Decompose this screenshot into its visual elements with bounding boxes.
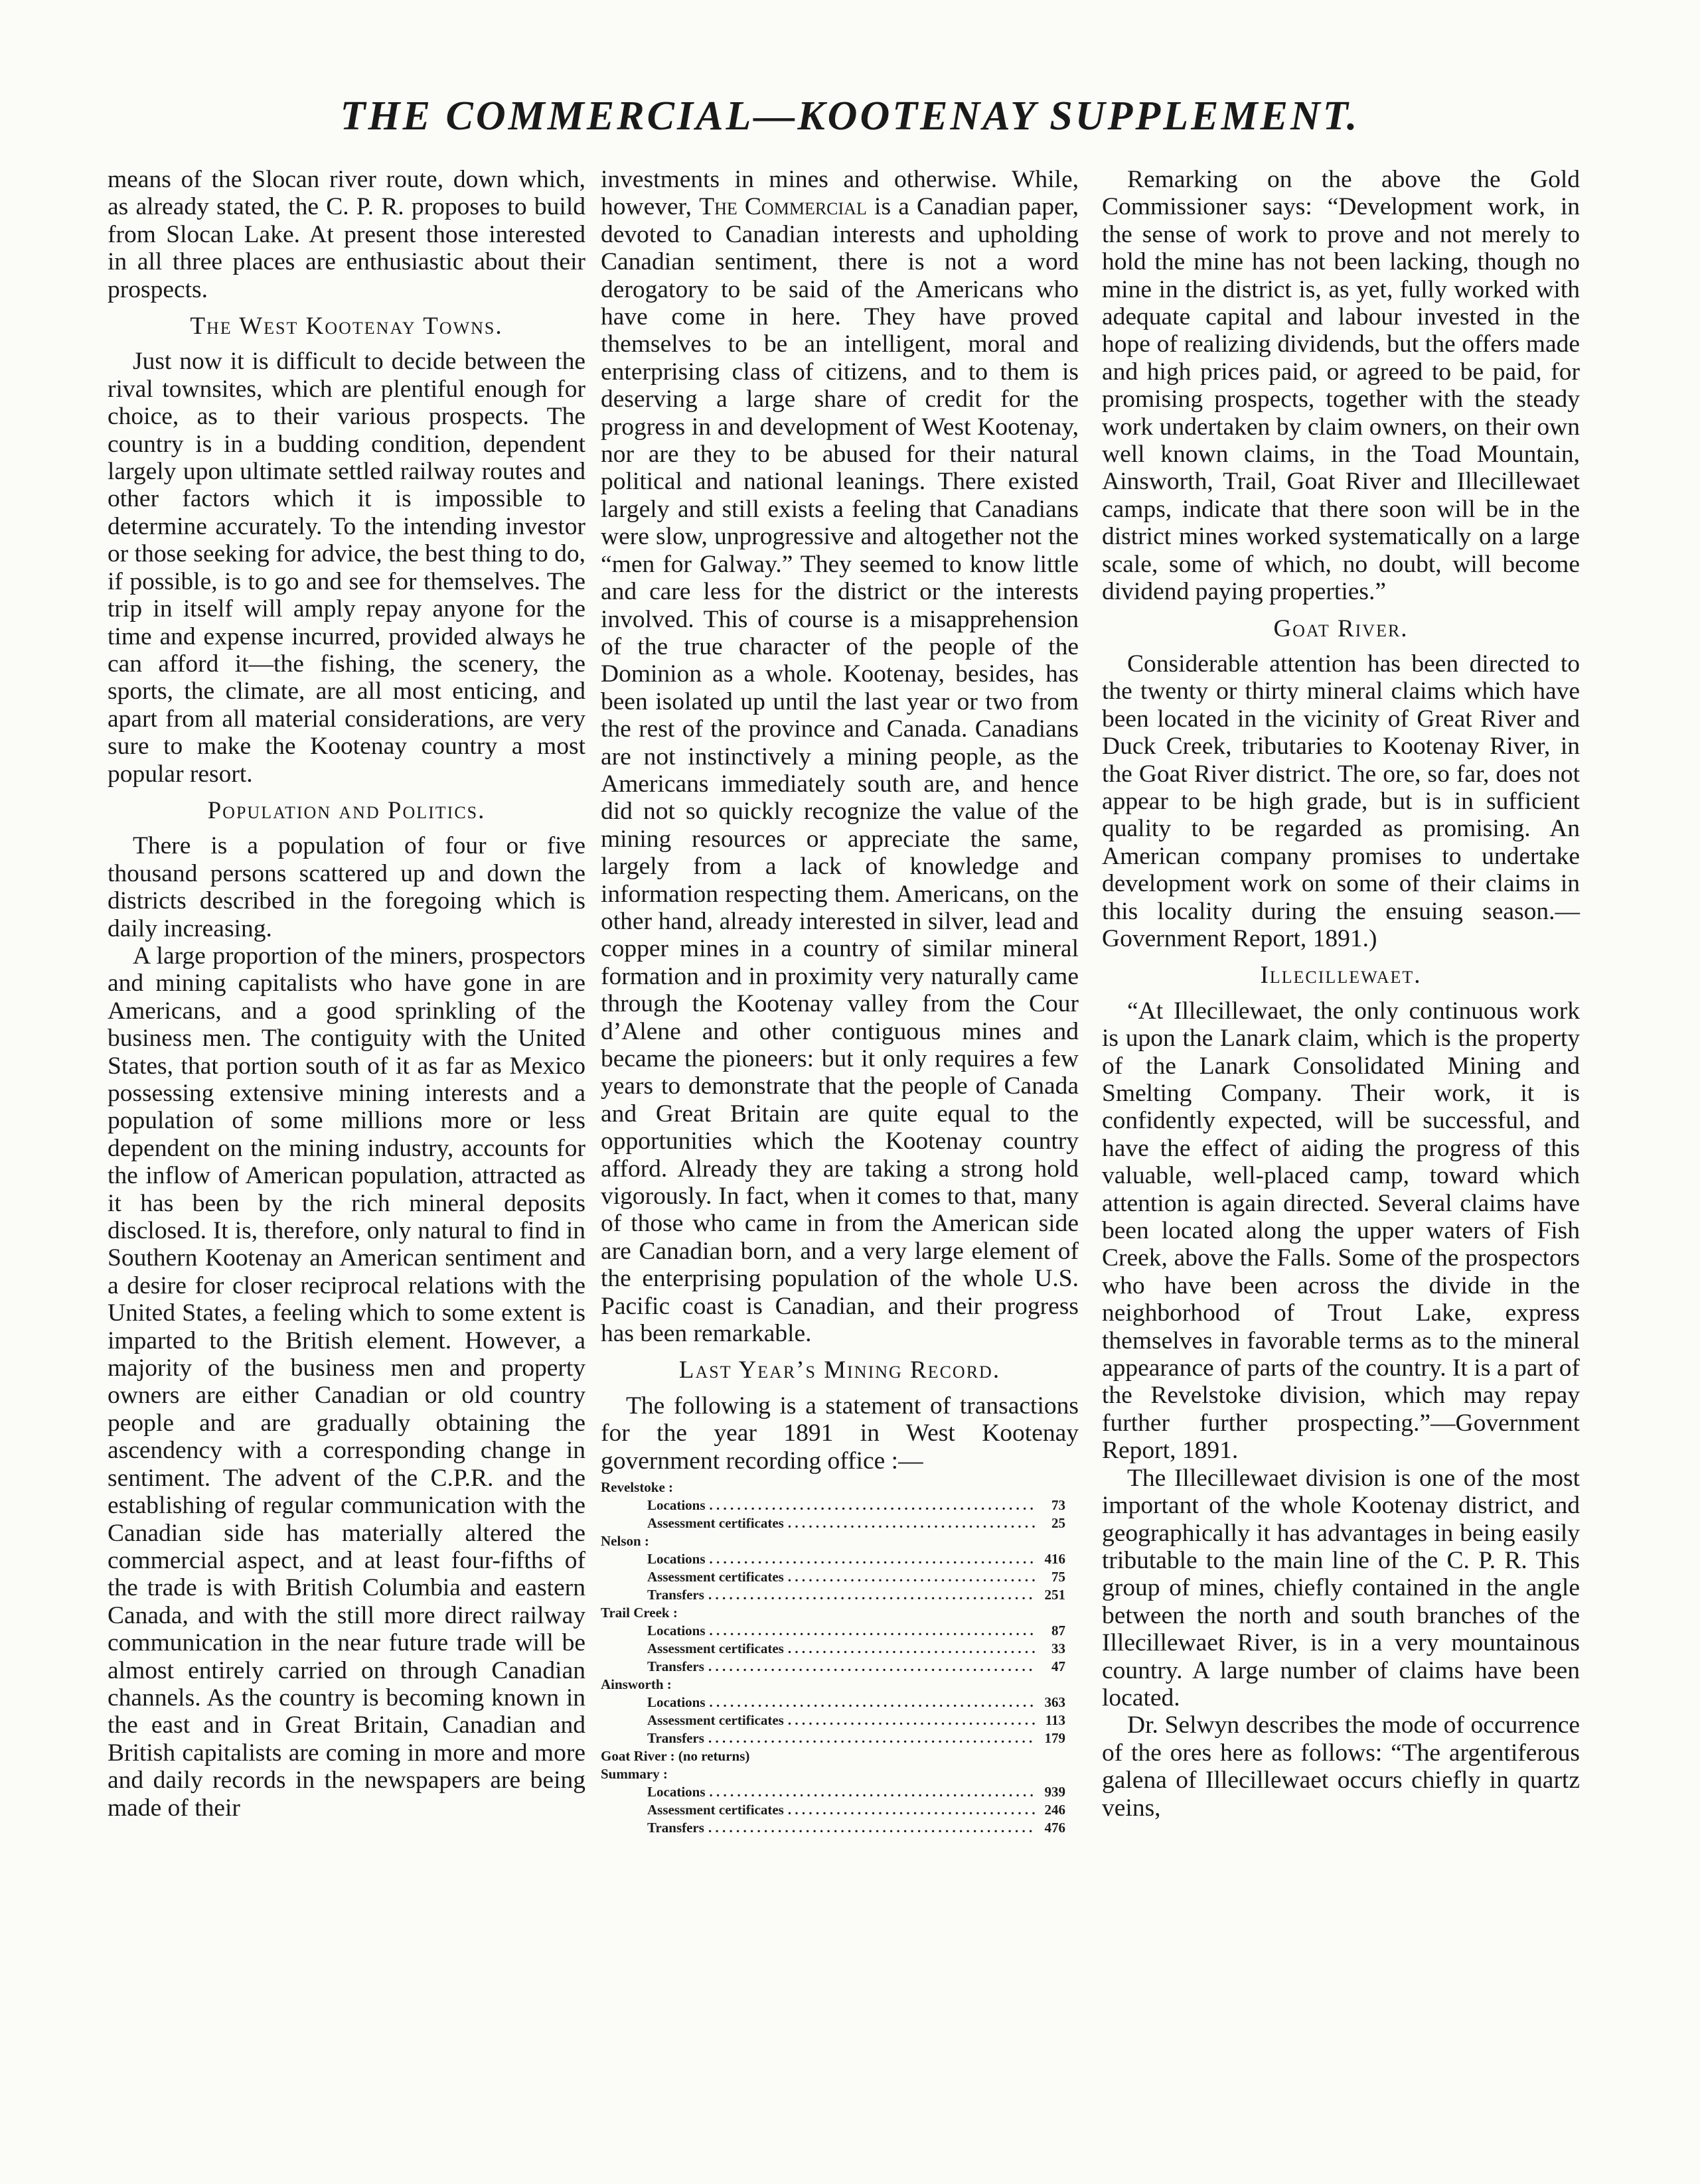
section-heading-west-kootenay-towns: The West Kootenay Towns. xyxy=(190,313,503,340)
record-row xyxy=(601,1658,1065,1676)
record-label: Locations xyxy=(647,1623,706,1639)
leader-dots xyxy=(788,1514,1035,1532)
record-value: 33 xyxy=(1051,1640,1065,1657)
record-row xyxy=(601,1801,1065,1819)
leader-dots xyxy=(788,1568,1035,1586)
record-label: Locations xyxy=(647,1694,706,1711)
record-row xyxy=(601,1711,1065,1729)
record-value: 416 xyxy=(1044,1551,1065,1567)
record-value: 363 xyxy=(1044,1694,1065,1711)
record-row xyxy=(601,1496,1065,1514)
paragraph: There is a population of four or five thousand persons scattered up and down the districts described in the foregoing which is daily increasing. xyxy=(108,832,585,942)
paragraph xyxy=(601,166,1079,1347)
publication-name: The Commercial xyxy=(699,193,867,221)
section-heading-goat-river: Goat River. xyxy=(1273,615,1409,642)
record-label: Locations xyxy=(647,1497,706,1514)
record-row xyxy=(601,1640,1065,1658)
record-row xyxy=(601,1568,1065,1586)
paragraph: “At Illecillewaet, the only continuous work is upon the Lanark claim, which is the property of the Lanark Consolidated Mining and Smelting Company. Their work, it is confidently expected, will be successful, and have the effect of aiding the progress of this valuable, well-placed camp, toward which attention is again directed. Several claims have been located along the upper waters of Fish Creek, above the Falls. Some of the prospectors who have been across the divide in the neighborhood of Trout Lake, express themselves in favorable terms as to the mineral appearance of parts of the country. It is a part of the Revelstoke division, which may repay further further prospecting.”—Government Report, 1891. xyxy=(1102,997,1580,1465)
record-value: 25 xyxy=(1051,1515,1065,1532)
leader-dots xyxy=(710,1496,1035,1514)
record-label: Locations xyxy=(647,1784,706,1800)
record-group-revelstoke: Revelstoke : xyxy=(601,1479,674,1496)
record-label: Assessment certificates xyxy=(647,1802,784,1818)
paragraph: A large proportion of the miners, prospectors and mining capitalists who have gone in are Americans, and a good sprinkling of the business men. The contiguity with the United States, that portion south of it as far as Mexico possessing extensive mining interests and a population of some millions more or less dependent on the mining industry, accounts for the inflow of American population, attracted as it has been by the rich mineral deposits disclosed. It is, therefore, only natural to find in Southern Kootenay an American sentiment and a desire for closer reciprocal relations with the United States, a feeling which to some extent is imparted to the British element. However, a majority of the business men and property owners are either Canadian or old country people and are gradually obtaining the ascendency with a corresponding change in sentiment. The advent of the C.P.R. and the establishing of regular communication with the Canadian side has materially altered the commercial aspect, and at least four-fifths of the trade is with British Columbia and eastern Canada, and with the still more direct railway communication in the near future trade will be almost entirely carried on through Canadian channels. As the country is becoming known in the east and in Great Britain, Canadian and British capitalists are coming in more and more and daily records in the newspapers are being made of their xyxy=(108,942,585,1822)
leader-dots xyxy=(708,1658,1035,1676)
leader-dots xyxy=(788,1711,1035,1729)
record-label: Transfers xyxy=(647,1658,704,1675)
paragraph: Remarking on the above the Gold Commissioner says: “Development work, in the sense of work to prove and not merely to hold the mine has not been lacking, though no mine in the district is, as yet, fully worked with adequate capital and labour invested in the hope of realizing dividends, but the offers made and high prices paid, or agreed to be paid, for promising prospects, together with the steady work undertaken by claim owners, on their own well known claims, in the Toad Mountain, Ainsworth, Trail, Goat River and Illecillewaet camps, indicate that there soon will be in the district mines worked systematically on a large scale, some of which, no doubt, will become dividend paying properties.” xyxy=(1102,166,1580,606)
leader-dots xyxy=(710,1783,1035,1801)
record-row xyxy=(601,1729,1065,1747)
leader-dots xyxy=(710,1622,1035,1640)
record-group-trail-creek: Trail Creek : xyxy=(601,1605,678,1621)
record-label: Locations xyxy=(647,1551,706,1567)
record-group-goat-river: Goat River : (no returns) xyxy=(601,1748,750,1765)
record-label: Assessment certificates xyxy=(647,1712,784,1729)
record-group-nelson: Nelson : xyxy=(601,1533,649,1550)
record-value: 75 xyxy=(1051,1569,1065,1585)
leader-dots xyxy=(710,1550,1035,1568)
section-heading-population-politics: Population and Politics. xyxy=(207,796,486,824)
paragraph: The following is a statement of transactions for the year 1891 in West Kootenay government recording office :— xyxy=(601,1392,1079,1475)
record-label: Assessment certificates xyxy=(647,1569,784,1585)
record-label: Assessment certificates xyxy=(647,1640,784,1657)
record-value: 113 xyxy=(1045,1712,1065,1729)
record-label: Transfers xyxy=(647,1587,704,1603)
text-run: investments in mines and otherwise. While, however, xyxy=(601,166,1079,221)
leader-dots xyxy=(708,1729,1035,1747)
record-value: 246 xyxy=(1044,1802,1065,1818)
section-heading-illecillewaet: Illecillewaet. xyxy=(1260,962,1422,989)
paragraph: means of the Slocan river route, down which, as already stated, the C. P. R. proposes to build from Slocan Lake. At present those interested in all three places are enthusiastic about their prospects. xyxy=(108,166,585,303)
column-1 xyxy=(108,166,585,1822)
leader-dots xyxy=(710,1694,1035,1711)
record-row xyxy=(601,1694,1065,1711)
record-row xyxy=(601,1622,1065,1640)
column-2 xyxy=(601,166,1079,1837)
record-label: Transfers xyxy=(647,1820,704,1836)
text-run: is a Canadian paper, devoted to Canadian interests and upholding Canadian sentiment, there is not a word derogatory to be said of the Americans who have come in here. They have proved themselves to be an intelligent, moral and enterprising class of citizens, and to them is deserving a large share of credit for the progress in and development of West Kootenay, nor are they to be abused for their natural political and national leanings. There existed largely and still exists a feeling that Canadians were slow, unprogressive and altogether not the “men for Galway.” They seemed to know little and care less for the district or the interests involved. This of course is a misapprehension of the true character of the people of the Dominion as a whole. Kootenay, besides, has been isolated up until the last year or two from the rest of the province and Canada. Canadians are not instinctively a mining people, as the Americans immediately south are, and hence did not so quickly recognize the value of the mining resources or appreciate the same, largely from a lack of knowledge and information respecting them. Americans, on the other hand, already interested in silver, lead and copper mines in a country of similar mineral formation and in proximity very naturally came through the Kootenay valley from the Cour d’Alene and other contiguous mines and became the pioneers: but it only requires a few years to demonstrate that the people of Canada and Great Britain are quite equal to the opportunities which the Kootenay country afford. Already they are taking a strong hold vigorously. In fact, when it comes to that, many of those who came in from the American side are Canadian born, and a very large element of the enterprising population of the whole U.S. Pacific coast is Canadian, and their progress has been remarkable. xyxy=(601,193,1079,1348)
record-row xyxy=(601,1783,1065,1801)
record-value: 47 xyxy=(1051,1658,1065,1675)
record-value: 476 xyxy=(1044,1820,1065,1836)
leader-dots xyxy=(708,1819,1035,1837)
record-row xyxy=(601,1819,1065,1837)
paragraph: Just now it is difficult to decide between the rival townsites, which are plentiful enough for choice, as to their various prospects. The country is in a budding condition, dependent largely upon ultimate settled railway routes and other factors which it is impossible to determine accurately. To the intending investor or those seeking for advice, the best thing to do, if possible, is to go and see for themselves. The trip in itself will amply repay anyone for the time and expense incurred, provided always he can afford it—the fishing, the scenery, the sports, the climate, are all most enticing, and apart from all material considerations, are very sure to make the Kootenay country a most popular resort. xyxy=(108,348,585,788)
leader-dots xyxy=(788,1801,1035,1819)
column-3 xyxy=(1102,166,1580,1822)
record-label: Assessment certificates xyxy=(647,1515,784,1532)
paragraph: Considerable attention has been directed to the twenty or thirty mineral claims which have been located in the vicinity of Great River and Duck Creek, tributaries to Kootenay River, in the Goat River district. The ore, so far, does not appear to be high grade, but is in sufficient quality to be regarded as promising. An American company promises to undertake development work on some of their claims in this locality during the ensuing season.—Government Report, 1891.) xyxy=(1102,650,1580,952)
leader-dots xyxy=(708,1586,1035,1604)
masthead-title: THE COMMERCIAL—KOOTENAY SUPPLEMENT. xyxy=(340,94,1360,139)
record-value: 251 xyxy=(1044,1587,1065,1603)
paragraph: Dr. Selwyn describes the mode of occurrence of the ores here as follows: “The argentiferous galena of Illecillewaet occurs chiefly in quartz veins, xyxy=(1102,1711,1580,1822)
record-value: 73 xyxy=(1051,1497,1065,1514)
record-value: 179 xyxy=(1044,1730,1065,1747)
record-group-summary: Summary : xyxy=(601,1766,668,1783)
mining-record-table xyxy=(601,1479,1065,1837)
record-value: 939 xyxy=(1044,1784,1065,1800)
record-label: Transfers xyxy=(647,1730,704,1747)
leader-dots xyxy=(788,1640,1035,1658)
record-value: 87 xyxy=(1051,1623,1065,1639)
record-row xyxy=(601,1514,1065,1532)
record-row xyxy=(601,1550,1065,1568)
section-heading-mining-record: Last Year’s Mining Record. xyxy=(678,1356,1001,1384)
record-row xyxy=(601,1586,1065,1604)
record-group-ainsworth: Ainsworth : xyxy=(601,1676,672,1693)
paragraph: The Illecillewaet division is one of the most important of the whole Kootenay district, and geographically it has advantages in being easily tributable to the main line of the C. P. R. This group of mines, chiefly contained in the angle between the north and south branches of the Illecillewaet River, is in a very mountainous country. A large number of claims have been located. xyxy=(1102,1464,1580,1711)
